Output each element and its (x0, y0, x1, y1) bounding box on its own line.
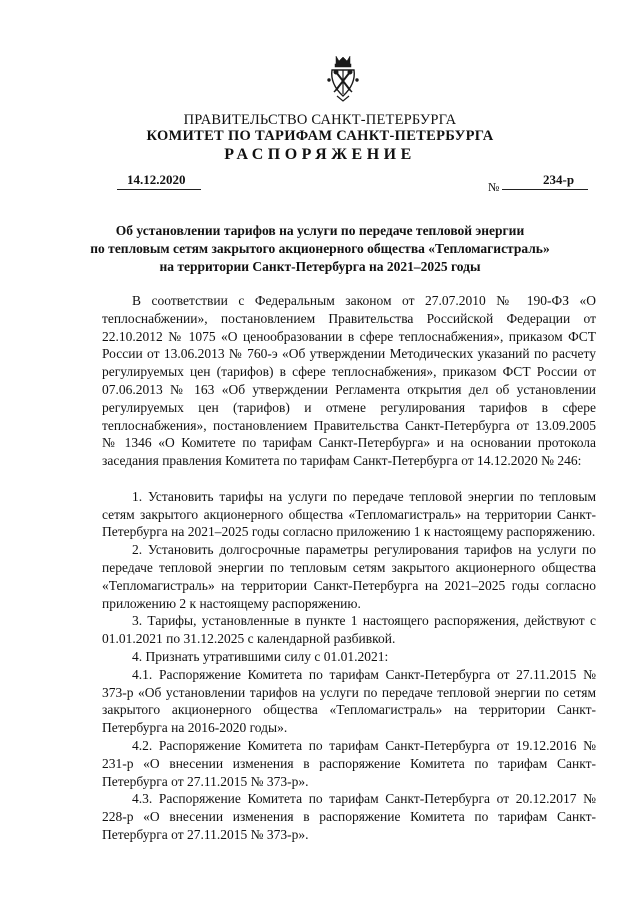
clause-4-1: 4.1. Распоряжение Комитета по тарифам Санкт-Петербурга от 27.11.2015 № 373-р «Об установлении тарифов на услуги по передаче тепловой энергии по сетям закрытого акционерного общества «Тепломагистраль» на территории Санкт-Петербурга на 2016-2020 годы». (102, 666, 596, 736)
document-number: 234-р (543, 172, 575, 187)
title-line: по тепловым сетям закрытого акционерного общества «Тепломагистраль» (90, 241, 550, 256)
number-sign: № (488, 180, 500, 194)
clause-2: 2. Установить долгосрочные параметры регулирования тарифов на услуги по передаче тепловой энергии по тепловым сетям закрытого акционерного общества «Тепломагистраль» на территории Санкт-Петербурга на 2021–2025 годы согласно приложению 2 к настоящему распоряжению. (102, 542, 596, 611)
document-title (0, 222, 640, 276)
title-line: на территории Санкт-Петербурга на 2021–2025 годы (159, 259, 481, 274)
clause-1: 1. Установить тарифы на услуги по передаче тепловой энергии по тепловым сетям закрытого акционерного общества «Тепломагистраль» на территории Санкт-Петербурга на 2021–2025 годы согласно приложению 1 к настоящему распоряжению. (102, 488, 596, 540)
government-name: ПРАВИТЕЛЬСТВО САНКТ-ПЕТЕРБУРГА (183, 112, 457, 128)
document-type: РАСПОРЯЖЕНИЕ (224, 146, 416, 163)
clause-3: 3. Тарифы, установленные в пункте 1 настоящего распоряжения, действуют с 01.01.2021 по 31.12.2025 с календарной разбивкой. (102, 613, 596, 647)
title-line: Об установлении тарифов на услуги по передаче тепловой энергии (115, 223, 525, 238)
document-date: 14.12.2020 (127, 172, 186, 187)
clause-4: 4. Признать утратившими силу с 01.01.2021: (132, 648, 389, 664)
clause-4-3: 4.3. Распоряжение Комитета по тарифам Санкт-Петербурга от 20.12.2017 № 228-р «О внесении изменения в распоряжение Комитета по тарифам Санкт-Петербурга от 27.11.2015 № 373-р». (102, 791, 596, 842)
coat-of-arms-icon (326, 54, 360, 104)
clause-4-2: 4.2. Распоряжение Комитета по тарифам Санкт-Петербурга от 19.12.2016 № 231-р «О внесении изменения в распоряжение Комитета по тарифам Санкт-Петербурга от 27.11.2015 № 373-р». (102, 737, 596, 789)
number-underline (502, 189, 588, 190)
date-underline (117, 189, 201, 190)
committee-name: КОМИТЕТ ПО ТАРИФАМ САНКТ-ПЕТЕРБУРГА (146, 128, 494, 144)
document-body (102, 292, 596, 844)
preamble-paragraph: В соответствии с Федеральным законом от 27.07.2010 № 190-ФЗ «О теплоснабжении», постановлением Правительства Российской Федерации от 22.10.2012 № 1075 «О ценообразовании в сфере теплоснабжения», приказом ФСТ России от 13.06.2013 № 760-э «Об утверждении Методических указаний по расчету регулируемых цен (тарифов) в сфере теплоснабжения», приказом ФСТ России от 07.06.2013 № 163 «Об утверждении Регламента открытия дел об установлении регулируемых цен (тарифов) и отмене регулирования тарифов в сфере теплоснабжения», постановлением Правительства Санкт-Петербурга от 13.09.2005 № 1346 «О Комитете по тарифам Санкт-Петербурга» и на основании протокола заседания правления Комитета по тарифам Санкт-Петербурга от 14.12.2020 № 246: (102, 293, 596, 469)
